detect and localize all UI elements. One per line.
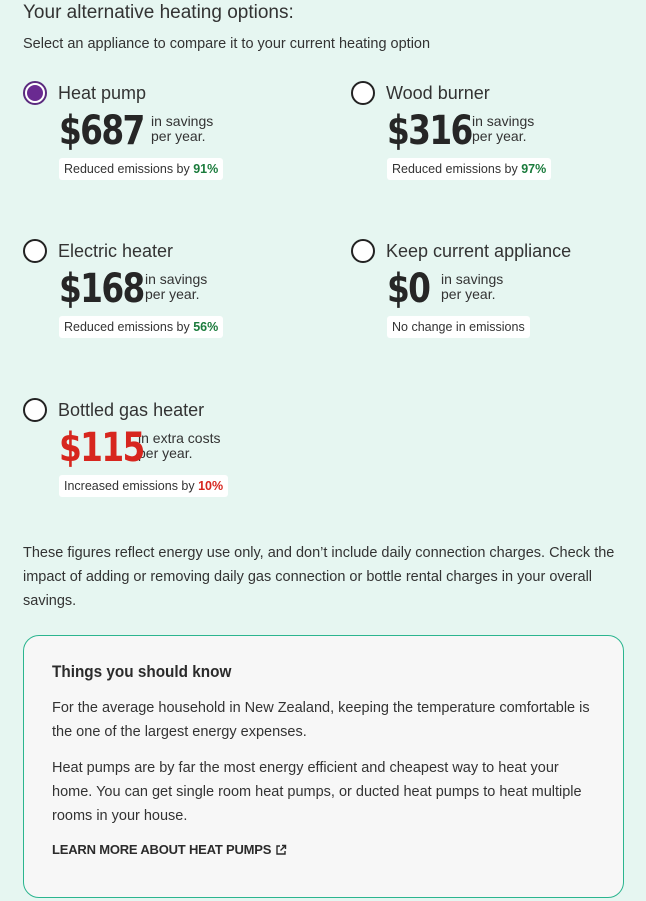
emission-badge: Reduced emissions by 91% — [59, 158, 223, 180]
option-electric-heater[interactable] — [23, 237, 323, 338]
emission-badge: No change in emissions — [387, 316, 530, 338]
savings-amount: $0 — [387, 266, 430, 312]
savings-amount: $168 — [59, 266, 144, 312]
option-name: Heat pump — [58, 82, 147, 103]
cost-amount: $115 — [59, 425, 144, 471]
page-subheading: Select an appliance to compare it to your current heating option — [23, 36, 431, 52]
radio-electric-heater[interactable] — [23, 239, 47, 263]
option-name: Electric heater — [58, 240, 174, 261]
page-heading: Your alternative heating options: — [23, 2, 294, 23]
savings-amount: $687 — [59, 108, 144, 154]
option-name: Keep current appliance — [386, 240, 572, 261]
emission-badge: Reduced emissions by 97% — [387, 158, 551, 180]
option-bottled-gas-heater[interactable] — [23, 396, 323, 497]
savings-amount: $316 — [387, 108, 472, 154]
emission-badge: Reduced emissions by 56% — [59, 316, 223, 338]
amount-description: in savings per year. — [441, 271, 504, 302]
option-name: Wood burner — [386, 82, 490, 103]
option-heat-pump[interactable] — [23, 79, 323, 180]
amount-description: in savings per year. — [151, 113, 214, 144]
radio-bottled-gas-heater[interactable] — [23, 398, 47, 422]
learn-more-heat-pumps-link[interactable]: LEARN MORE ABOUT HEAT PUMPS — [52, 842, 287, 857]
amount-description: in savings per year. — [472, 113, 535, 144]
info-card — [23, 635, 624, 898]
emission-badge: Increased emissions by 10% — [59, 475, 228, 497]
card-title: Things you should know — [52, 662, 232, 681]
card-paragraph: Heat pumps are by far the most energy efficient and cheapest way to heat your home. You can get single room heat pumps, or ducted heat pumps to heat multiple rooms in your house. — [52, 760, 582, 824]
radio-wood-burner[interactable] — [351, 81, 375, 105]
card-paragraph: For the average household in New Zealand, keeping the temperature comfortable is the one of the largest energy expenses. — [52, 700, 590, 740]
amount-description: in savings per year. — [145, 271, 208, 302]
radio-heat-pump[interactable] — [23, 81, 47, 105]
external-link-icon — [275, 844, 287, 856]
radio-keep-current[interactable] — [351, 239, 375, 263]
amount-description: in extra costs per year. — [138, 430, 221, 461]
energy-use-note: These figures reflect energy use only, and don’t include daily connection charges. Check the impact of adding or removing daily gas connection or bottle rental charges in your overall savings. — [23, 545, 615, 609]
option-name: Bottled gas heater — [58, 399, 205, 420]
option-wood-burner[interactable] — [351, 79, 646, 180]
option-keep-current[interactable] — [351, 237, 646, 338]
